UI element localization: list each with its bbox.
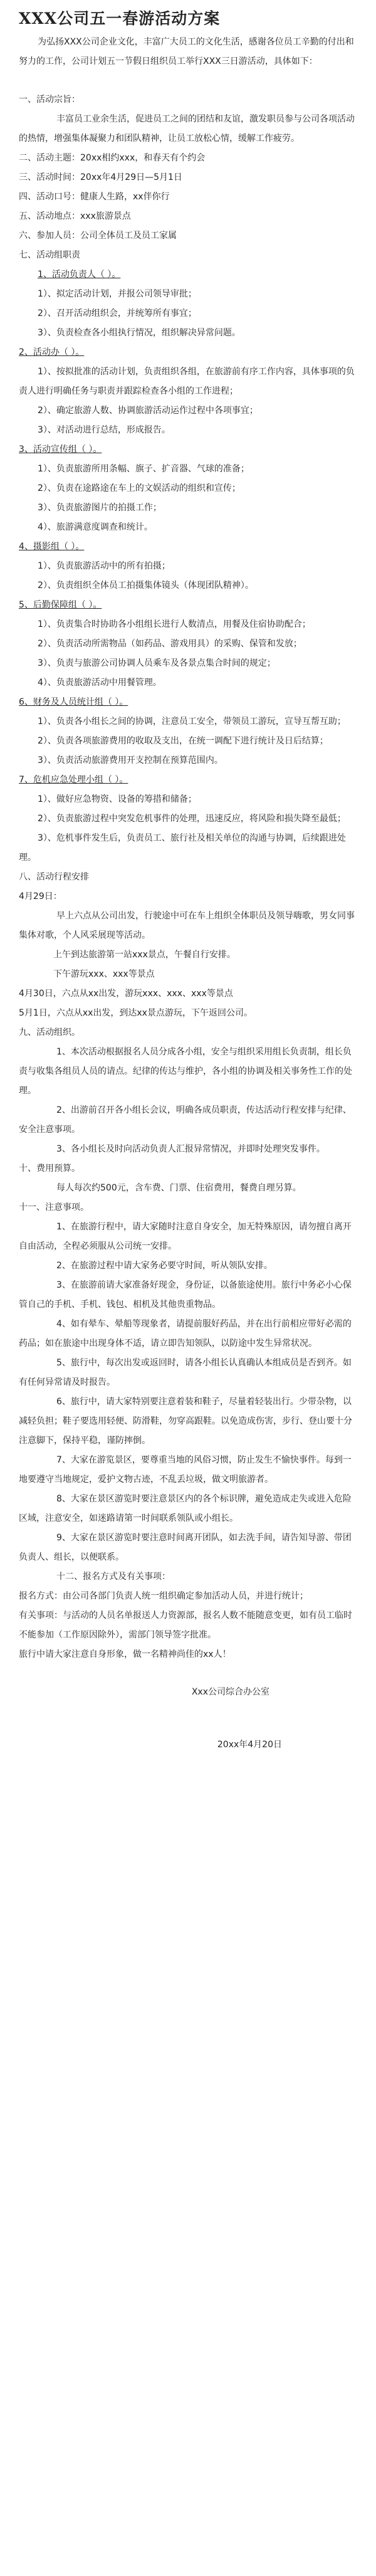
section-heading: 五、活动地点：xxx旅游景点 [19,211,131,221]
list-item: 1）、负责集合时协助各小组组长进行人数清点，用餐及住宿协助配合； [38,619,311,629]
body-paragraph: 1、本次活动根据报名人员分成各小组，安全与组织采用组长负责制，组长负责与收集各组员人员的请点。纪律的传达与维护，各小组的协调及相关事务性工作的处理。 [19,1047,352,1096]
list-item: 2）、负责活动所需物品（如药品、游戏用具）的采购、保管和发放； [38,639,302,649]
signature-date: 20xx年4月20日 [217,1740,282,1750]
signature-organization: Xxx公司综合办公室 [191,1687,269,1697]
role-heading: 4、摄影组（ ）。 [19,542,85,552]
list-item: 1）、负责各小组长之间的协调，注意员工安全，带领员工游玩，宣导互帮互助； [38,717,346,727]
body-paragraph: 早上六点从公司出发，行驶途中可在车上组织全体职员及领导嗨歌，男女同事集体对歌，个人风采展现等活动。 [19,911,355,940]
role-heading: 7、危机应急处理小组（ ）。 [19,775,128,785]
list-item: 2）、召开活动组织会，并统筹所有事宜； [38,308,197,318]
section-heading: 二、活动主题：20xx相约xxx，和春天有个约会 [19,153,206,163]
body-paragraph: 十二、报名方式及有关事项： [56,1572,170,1582]
list-item: 2）、负责组织全体员工拍摄集体镜头（体现团队精神）。 [38,581,254,591]
body-paragraph: 每人每次约500元，含车费、门票、住宿费用，餐费自理另算。 [56,1183,301,1193]
intro-paragraph: 为弘扬XXX公司企业文化，丰富广大员工的文化生活，感谢各位员工辛勤的付出和努力的工作，公司计划五一节假日组织员工举行XXX三日游活动，具体如下： [19,37,354,66]
role-heading: 2、活动办（ ）。 [19,347,85,357]
section-heading: 七、活动组职责 [19,250,80,260]
list-item: 1）、做好应急物资、设备的筹措和储备； [38,794,197,804]
body-paragraph: 下午游玩xxx、xxx等景点 [53,969,155,979]
body-paragraph: 4、如有晕车、晕船等现象者，请提前服好药品，并在出行前相应带好必需的药品；如在旅途中出现身体不适，请立即告知领队，以防途中发生异常状况。 [19,1319,352,1348]
list-item: 3）、对活动进行总结，形成报告。 [38,425,170,435]
list-item: 3）、危机事件发生后，负责员工、旅行社及相关单位的沟通与协调，后续跟进处理。 [19,833,346,863]
section-heading: 三、活动时间：20xx年4月29日—5月1日 [19,172,182,182]
role-heading: 5、后勤保障组（ ）。 [19,600,102,610]
role-heading: 3、活动宣传组（ ）。 [19,444,102,455]
body-paragraph: 3、各小组长及时向活动负责人汇报异常情况，并即时处理突发事件。 [56,1144,325,1154]
section-heading: 一、活动宗旨： [19,95,80,105]
list-item: 4）、旅游满意度调查和统计。 [38,522,153,532]
section-heading: 八、活动行程安排 [19,872,89,882]
body-paragraph: 3、在旅游前请大家准备好现金，身份证，以备旅途使用。旅行中务必小心保管自己的手机、手机、钱包、相机及其他贵重物品。 [19,1280,352,1310]
body-paragraph: 8、大家在景区游览时要注意景区内的各个标识牌，避免造成走失或进入危险区域，注意安全，如迷路请第一时间联系领队或小组长。 [19,1494,352,1523]
list-item: 1）、按拟批准的活动计划，负责组织各组，在旅游前有序工作内容，具体事项的负责人进行明确任务与职责并跟踪检查各小组的工作进程； [19,367,355,396]
body-paragraph: 9、大家在景区游览时要注意时间离开团队，如去洗手间，请告知导游、带团负责人、组长，以便联系。 [19,1533,352,1562]
list-item: 3）、负责与旅游公司协调人员乘车及各景点集合时间的规定； [38,658,276,668]
body-paragraph: 1、在旅游行程中，请大家随时注意自身安全，加无特殊原因，请勿擅自离开自由活动，全程必须服从公司统一安排。 [19,1222,352,1251]
itinerary-day: 5月1日，六点从xx出发，到达xx景点游玩，下午返回公司。 [19,1008,253,1018]
role-heading: 1、活动负责人（ ）。 [38,270,121,280]
list-item: 1）、拟定活动计划，并报公司领导审批； [38,289,197,299]
list-item: 1）、负责旅游活动中的所有拍摄； [38,561,170,571]
list-item: 1）、负责旅游所用条幅、旗子、扩音器、气球的准备； [38,464,249,474]
body-paragraph: 上午到达旅游第一站xxx景点，午餐自行安排。 [53,950,236,960]
body-paragraph: 6、旅行中，请大家特别要注意着装和鞋子，尽量着轻装出行。少带杂物，以减轻负担；鞋子要选用轻便、防滑鞋，勿穿高跟鞋。以免造成伤害，步行、登山要十分注意脚下，保持平稳，谨防摔倒。 [19,1397,352,1446]
list-item: 2）、负责各项旅游费用的收取及支出，在统一调配下进行统计及日后结算； [38,736,328,746]
itinerary-day: 4月30日，六点从xx出发，游玩xxx、xxx、xxx等景点 [19,989,233,999]
list-item: 3）、负责旅游图片的拍摄工作； [38,503,162,513]
role-heading: 6、财务及人员统计组（ ）。 [19,697,128,707]
section-heading: 报名方式：由公司各部门负责人统一组织确定参加活动人员，并进行统计； [19,1591,308,1601]
section-heading: 六、参加人员：公司全体员工及员工家属 [19,231,177,241]
list-item: 3）、负责检查各小组执行情况，组织解决异常问题。 [38,328,241,338]
document-title: XXX公司五一春游活动方案 [19,9,221,28]
list-item: 2）、确定旅游人数、协调旅游活动运作过程中各项事宜； [38,406,258,416]
document-body [19,33,357,1756]
body-paragraph: 2、在旅游过程中请大家务必要守时间，听从领队安排。 [56,1261,273,1271]
body-paragraph: 有关事项：与活动的人员名单报送人力资源部，报名人数不能随意变更，如有员工临时不能参加（工作原因除外），需部门领导签字批准。 [19,1611,352,1640]
body-paragraph: 丰富员工业余生活，促进员工之间的团结和友谊，激发职员参与公司各项活动的热情，增强集体凝聚力和团队精神，让员工放松心情，缓解工作疲劳。 [19,114,355,144]
list-item: 4）、负责旅游活动中用餐管理。 [38,678,162,688]
body-paragraph: 7、大家在游览景区，要尊重当地的风俗习惯，防止发生不愉快事件。每到一地要遵守当地规定，爱护文物古迹，不乱丢垃圾，做文明旅游者。 [19,1455,352,1485]
itinerary-day: 4月29日： [19,891,62,902]
body-paragraph: 5、旅行中，每次出发或返回时，请各小组长认真确认本组成员是否到齐。如有任何异常请及时报告。 [19,1358,352,1387]
section-heading: 十一、注意事项。 [19,1202,89,1212]
section-heading: 十、费用预算。 [19,1164,80,1174]
list-item: 3）、负责活动旅游费用开支控制在预算范围内。 [38,755,223,765]
body-paragraph: 2、出游前召开各小组长会议，明确各成员职责，传达活动行程安排与纪律、安全注意事项。 [19,1105,352,1135]
list-item: 2）、负责旅游过程中突发危机事件的处理，迅速反应，将风险和损失降至最低； [38,814,346,824]
body-paragraph: 旅行中请大家注意自身形象，做一名精神尚佳的xx人！ [19,1649,231,1659]
list-item: 2）、负责在途路途在车上的文娱活动的组织和宣传； [38,483,241,493]
section-heading: 四、活动口号：健康人生路，xx伴你行 [19,192,170,202]
section-heading: 九、活动组织。 [19,1028,80,1038]
